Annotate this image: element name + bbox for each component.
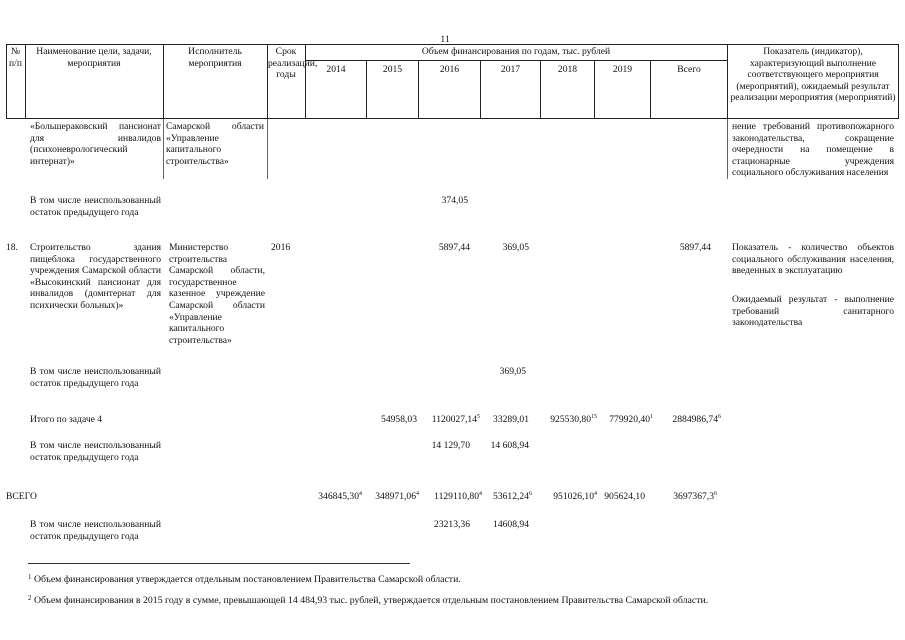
unused-label-2: В том числе неиспользованный остаток предыдущего года (30, 366, 161, 389)
header-executor: Исполнитель мероприятия (188, 46, 242, 69)
row-18-2016: 5897,44 (438, 242, 470, 253)
header-year-total: Всего (677, 64, 701, 75)
row-18-num: 18. (6, 242, 18, 253)
unused-3-2017: 14 608,94 (490, 440, 529, 451)
vsego-total: 3697367,3$^6$ (673, 491, 717, 502)
unused-label-1: В том числе неиспользованный остаток предыдущего года (30, 195, 161, 218)
cont-row-executor: Самарской области «Управление капитального строительства» (166, 121, 264, 167)
cont-row-indicator: нение требований противопожарного законодательства, сокращение очередности на помещение в стационарные учреждения социального обслуживания населения (732, 121, 894, 179)
row-18-name: Строительство здания пищеблока государственного учреждения Самарской области «Высокинский пансионат для инвалидов (домнтернат для психически больных)» (30, 242, 161, 311)
header-indicator: Показатель (индикатор), характеризующий выполнение соответствующего мероприятия (мероприятий), ожидаемый результат реализации мероприятия (мероприятий) (730, 46, 896, 104)
header-year-2014: 2014 (326, 64, 346, 75)
header-finance: Объем финансирования по годам, тыс. рублей (421, 46, 611, 57)
footnote-separator (28, 563, 410, 564)
header-year-2019: 2019 (612, 64, 633, 75)
unused-label-3: В том числе неиспользованный остаток предыдущего года (30, 440, 161, 463)
vsego-2016: 1129110,80$^4$ (434, 491, 482, 502)
itogo-total: 2884986,74$^6$ (672, 414, 721, 425)
itogo-2018: 925530,80$^{15}$ (550, 414, 597, 425)
unused-label-4: В том числе неиспользованный остаток предыдущего года (30, 519, 161, 542)
unused-3-2016: 14 129,70 (431, 440, 470, 451)
unused-2-2017: 369,05 (499, 366, 526, 377)
row-18-total: 5897,44 (679, 242, 711, 253)
unused-4-2016: 23213,36 (434, 519, 470, 530)
unused-1-2016: 374,05 (441, 195, 468, 206)
vsego-2015: 348971,06$^4$ (375, 491, 419, 502)
header-year-2017: 2017 (500, 64, 521, 75)
header-year-2016: 2016 (439, 64, 460, 75)
itogo-2016: 1120027,14$^5$ (431, 414, 480, 425)
itogo-label: Итого по задаче 4 (30, 414, 103, 425)
row-18-2017: 369,05 (502, 242, 529, 253)
header-year-2015: 2015 (382, 64, 403, 75)
footnote-1: $^1$ Объем финансирования утверждается отдельным постановлением Правительства Самарской области. (28, 573, 461, 585)
itogo-2017: 33289,01 (493, 414, 529, 425)
itogo-2019: 779920,40$^1$ (609, 414, 653, 425)
vsego-2019: 905624,10 (604, 491, 645, 502)
vsego-2017: 53612,24$^6$ (493, 491, 532, 502)
itogo-2015: 54958,03 (381, 414, 417, 425)
footnote-2: $^2$ Объем финансирования в 2015 году в сумме, превышающей 14 484,93 тыс. рублей, утверждается отдельным постановлением Правительства Самарской области. (28, 594, 709, 606)
cont-row-name: «Большераковский пансионат для инвалидов (психоневрологический интернат)» (30, 121, 161, 167)
vsego-2014: 346845,30$^4$ (318, 491, 362, 502)
header-num: № п/п (9, 46, 22, 69)
header-year-2018: 2018 (557, 64, 578, 75)
row-18-indicator-1: Показатель - количество объектов социального обслуживания населения, введенных в эксплуатацию (732, 242, 894, 277)
vsego-label: ВСЕГО (6, 491, 37, 502)
header-term: Срок реализации, годы (268, 46, 318, 81)
vsego-2018: 951026,10$^4$ (553, 491, 597, 502)
page-number: 11 (440, 34, 450, 45)
row-18-indicator-2: Ожидаемый результат - выполнение требований санитарного законодательства (732, 294, 894, 329)
row-18-term: 2016 (271, 242, 291, 253)
row-18-executor: Министерство строительства Самарской области, государственное казенное учреждение Самарской области «Управление капитального строительства» (169, 242, 265, 346)
unused-4-2017: 14608,94 (493, 519, 529, 530)
header-name: Наименование цели, задачи, мероприятия (36, 46, 152, 69)
